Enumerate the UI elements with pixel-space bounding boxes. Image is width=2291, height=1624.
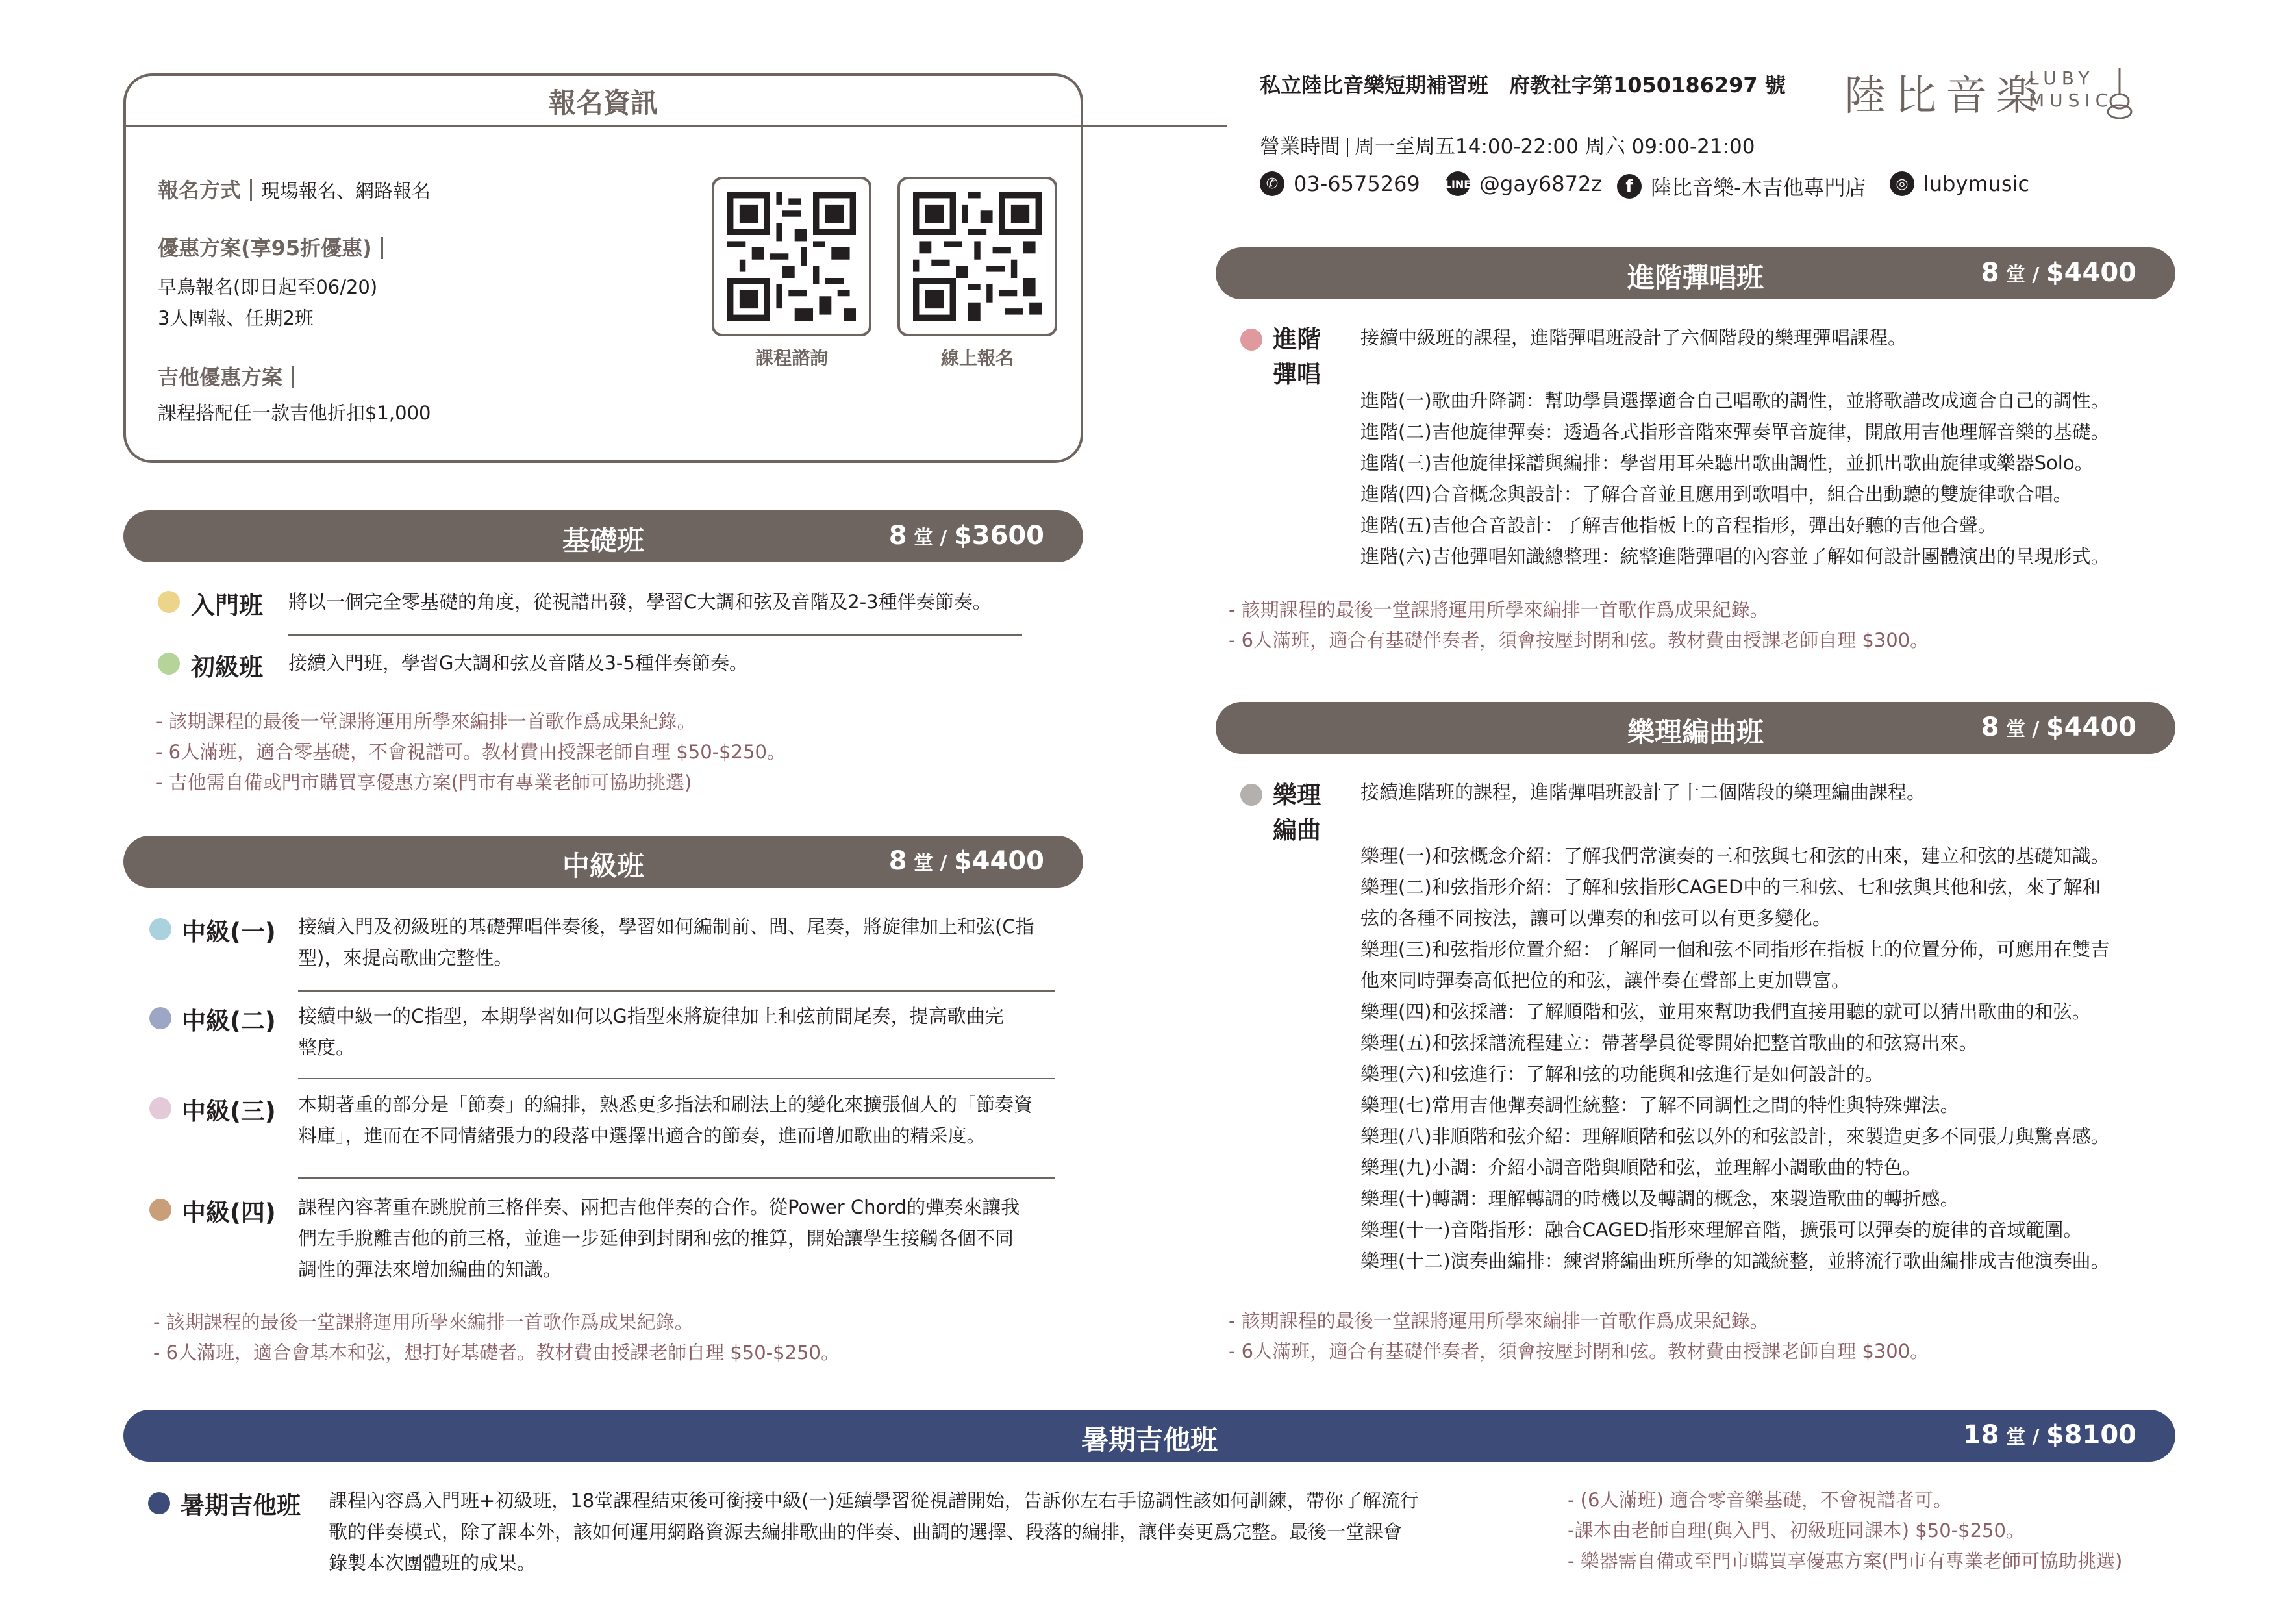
stage-item: 進階(四)合音概念與設計：了解合音並且應用到歌唱中，組合出動聽的雙旋律歌合唱。: [1360, 483, 2072, 505]
class-dot: [149, 1007, 171, 1029]
stage-item: 樂理(一)和弦概念介紹：了解我們常演奏的三和弦與七和弦的由來，建立和弦的基礎知識。: [1360, 845, 2110, 867]
stage-item: 弦的各種不同按法，讓可以彈奏的和弦可以有更多變化。: [1360, 907, 1832, 929]
stage-item: 樂理(六)和弦進行：了解和弦的功能與和弦進行是如何設計的。: [1360, 1063, 1884, 1085]
class-dot: [158, 591, 180, 613]
registration-title: 報名資訊: [548, 87, 658, 119]
hours-value: 周一至周五14:00-22:00 周六 09:00-21:00: [1355, 135, 1755, 158]
stage-item: 樂理(八)非順階和弦介紹：理解順階和弦以外的和弦設計，來製造更多不同張力與驚喜感。: [1360, 1125, 2110, 1147]
section-bar-summer: [123, 1410, 2175, 1462]
instagram-handle: lubymusic: [1923, 171, 2030, 196]
stage-item: 進階(二)吉他旋律彈奏：透過各式指形音階來彈奏單音旋律，開啟用吉他理解音樂的基礎。: [1360, 421, 2110, 443]
logo-en-line2: MUSIC.: [2029, 90, 2125, 111]
guitar-discount-value: 課程搭配任一款吉他折扣$1,000: [158, 402, 431, 424]
class-name: 初級班: [191, 653, 263, 681]
class-name: 中級(二): [182, 1007, 276, 1035]
stage-item: 樂理(四)和弦採譜：了解順階和弦，並用來幫助我們直接用聽的就可以猜出歌曲的和弦。: [1360, 1001, 2091, 1023]
section-title: 進階彈唱班: [1627, 262, 1764, 294]
class-desc: 課程內容著重在跳脫前三格伴奏、兩把吉他伴奏的合作。從Power Chord的彈奏來讓我 們左手脫離吉他的前三格，並進一步延伸到封閉和弦的推算，開始讓學生接觸各個不同 調性的彈法來增加編曲的知識。: [298, 1196, 1020, 1280]
basic-notes: [156, 706, 786, 798]
stage-item: 進階(六)吉他彈唱知識總整理：統整進階彈唱的內容並了解如何設計團體演出的呈現形式。: [1360, 545, 2110, 568]
class-dot: [158, 653, 180, 675]
class-dot: [149, 1199, 171, 1221]
class-name: 暑期吉他班: [181, 1492, 301, 1519]
section-bar-intermediate: [123, 836, 1083, 888]
method-value: 現場報名、網路報名: [261, 180, 431, 202]
section-bar-basic: [123, 510, 1083, 562]
section-price: 18 堂 / $8100: [1962, 1420, 2136, 1450]
stage-item: 樂理(十)轉調：理解轉調的時機以及轉調的概念，來製造歌曲的轉折感。: [1360, 1188, 1959, 1210]
stage-item: 樂理(二)和弦指形介紹：了解和弦指形CAGED中的三和弦、七和弦與其他和弦，來了解和: [1360, 876, 2101, 898]
class-desc: 接續中級一的C指型，本期學習如何以G指型來將旋律加上和弦前間尾奏，提高歌曲完 整度。: [298, 1005, 1004, 1058]
section-title: 暑期吉他班: [1081, 1424, 1218, 1456]
contact-instagram[interactable]: [1890, 171, 2029, 196]
stage-item: 樂理(三)和弦指形位置介紹：了解同一個和弦不同指形在指板上的位置分佈，可應用在雙吉: [1360, 938, 2110, 960]
note-line: - (6人滿班) 適合零音樂基礎，不會視譜者可。: [1568, 1489, 1952, 1511]
class-dot: [1240, 784, 1262, 806]
discount-plan: [158, 232, 392, 262]
line-chat-icon: LINE: [1446, 171, 1470, 196]
note-line: - 該期課程的最後一堂課將運用所學來編排一首歌作爲成果紀錄。: [153, 1311, 694, 1333]
advanced-notes: [1229, 595, 1929, 656]
note-line: - 該期課程的最後一堂課將運用所學來編排一首歌作爲成果紀錄。: [1229, 1310, 1769, 1332]
class-name: 中級(三): [182, 1097, 276, 1125]
class-desc: 將以一個完全零基礎的角度，從視譜出發，學習C大調和弦及音階及2-3種伴奏節奏。: [288, 591, 992, 613]
class-dot: [148, 1492, 170, 1514]
qr-code-signup[interactable]: [897, 177, 1057, 336]
section-price: 8 堂 / $4400: [1981, 712, 2136, 742]
qr-signup-caption: 線上報名: [940, 347, 1014, 369]
class-intro: 接續中級班的課程，進階彈唱班設計了六個階段的樂理彈唱課程。: [1360, 327, 1907, 349]
qr-pattern-icon: [727, 192, 856, 321]
stage-item: 進階(一)歌曲升降調：幫助學員選擇適合自己唱歌的調性，並將歌譜改成適合自己的調性。: [1360, 390, 2110, 412]
contact-phone[interactable]: [1260, 171, 1420, 196]
discount-line-2: 3人團報、任期2班: [158, 307, 314, 329]
guitar-logo-icon: [2104, 65, 2135, 119]
qr-code-consult[interactable]: [712, 177, 871, 336]
stage-item: 他來同時彈奏高低把位的和弦，讓伴奏在聲部上更加豐富。: [1360, 969, 1851, 992]
logo-chinese: 陸比音楽: [1844, 72, 2047, 120]
class-name: 樂理 編曲: [1273, 781, 1321, 844]
org-license: 私立陸比音樂短期補習班 府教社字第1050186297 號: [1260, 73, 1786, 97]
guitar-discount: [158, 361, 303, 391]
class-desc: 課程內容爲入門班+初級班，18堂課程結束後可銜接中級(一)延續學習從視譜開始，告訴你左右手協調性該如何訓練，帶你了解流行 歌的伴奏模式，除了課本外，該如何運用網路資源去編排歌曲的伴奏、曲調的選擇、段落的編排，讓伴奏更爲完整。最後一堂課會 錄製本次團體班的成果。: [329, 1490, 1419, 1574]
discount-line-1: 早鳥報名(即日起至06/20): [158, 276, 378, 298]
registration-method: [158, 174, 431, 204]
section-title: 中級班: [562, 850, 644, 882]
stage-item: 樂理(十一)音階指形：融合CAGED指形來理解音階，擴張可以彈奏的旋律的音域範圍。: [1360, 1219, 2083, 1241]
divider: [298, 1078, 1055, 1079]
registration-divider: [123, 125, 1227, 127]
method-label: 報名方式: [158, 178, 242, 203]
advanced-stages: [1360, 385, 2110, 572]
facebook-icon: f: [1617, 174, 1642, 199]
logo-en-line1: LUBY: [2029, 68, 2095, 89]
summer-notes: [1568, 1485, 2122, 1577]
discount-label: 優惠方案(享95折優惠): [158, 236, 372, 260]
note-line: - 該期課程的最後一堂課將運用所學來編排一首歌作爲成果紀錄。: [1229, 599, 1769, 621]
class-desc: 本期著重的部分是「節奏」的編排，熟悉更多指法和刷法上的變化來擴張個人的「節奏資 料庫」，進而在不同情緒張力的段落中選擇出適合的節奏，進而增加歌曲的精采度。: [298, 1093, 1033, 1147]
section-price: 8 堂 / $3600: [888, 521, 1044, 551]
phone-icon: ✆: [1260, 171, 1284, 196]
intermediate-notes: [153, 1307, 840, 1368]
class-desc: 接續入門及初級班的基礎彈唱伴奏後，學習如何編制前、間、尾奏，將旋律加上和弦(C指 型)，來提高歌曲完整性。: [298, 916, 1034, 969]
theory-stages: [1360, 840, 2110, 1277]
note-line: -課本由老師自理(與入門、初級班同課本) $50-$250。: [1568, 1519, 2025, 1542]
theory-notes: [1229, 1306, 1929, 1367]
section-title: 樂理編曲班: [1627, 716, 1764, 748]
stage-item: 樂理(五)和弦採譜流程建立：帶著學員從零開始把整首歌曲的和弦寫出來。: [1360, 1032, 1978, 1054]
stage-item: 進階(五)吉他合音設計：了解吉他指板上的音程指形，彈出好聽的吉他合聲。: [1360, 514, 1997, 536]
class-intro: 接續進階班的課程，進階彈唱班設計了十二個階段的樂理編曲課程。: [1360, 781, 1926, 803]
note-line: - 該期課程的最後一堂課將運用所學來編排一首歌作爲成果紀錄。: [156, 710, 696, 732]
note-line: - 6人滿班，適合零基礎，不會視譜可。教材費由授課老師自理 $50-$250。: [156, 741, 786, 763]
stage-item: 樂理(七)常用吉他彈奏調性統整：了解不同調性之間的特性與特殊彈法。: [1360, 1094, 1959, 1116]
business-hours: [1260, 130, 1755, 159]
stage-item: 樂理(十二)演奏曲編排：練習將編曲班所學的知識統整，並將流行歌曲編排成吉他演奏曲。: [1360, 1250, 2110, 1272]
section-bar-theory: [1216, 702, 2175, 754]
instagram-icon: ◎: [1890, 171, 1914, 196]
facebook-page: 陸比音樂-木吉他專門店: [1651, 175, 1866, 200]
section-price: 8 堂 / $4400: [888, 846, 1044, 876]
qr-pattern-icon: [913, 192, 1042, 321]
section-bar-advanced: [1216, 247, 2175, 299]
section-price: 8 堂 / $4400: [1981, 258, 2136, 288]
class-name: 進階 彈唱: [1273, 325, 1321, 388]
note-line: - 吉他需自備或門市購買享優惠方案(門市有專業老師可協助挑選): [156, 771, 692, 793]
class-name: 中級(一): [182, 918, 276, 946]
note-line: - 樂器需自備或至門市購買享優惠方案(門市有專業老師可協助挑選): [1568, 1550, 2123, 1572]
line-id: @gay6872z: [1479, 171, 1603, 196]
contact-facebook[interactable]: [1617, 171, 1866, 201]
hours-label: 營業時間: [1260, 135, 1340, 158]
divider: [298, 990, 1055, 992]
guitar-discount-label: 吉他優惠方案: [158, 365, 283, 390]
class-name: 入門班: [191, 592, 263, 619]
class-desc: 接續入門班，學習G大調和弦及音階及3-5種伴奏節奏。: [288, 652, 748, 674]
divider: [288, 634, 1022, 636]
phone-number: 03-6575269: [1294, 171, 1420, 196]
contact-line[interactable]: [1446, 171, 1602, 196]
class-dot: [1240, 329, 1262, 351]
section-title: 基礎班: [562, 525, 644, 556]
note-line: - 6人滿班，適合有基礎伴奏者，須會按壓封閉和弦。教材費由授課老師自理 $300。: [1229, 1340, 1929, 1362]
class-name: 中級(四): [182, 1199, 276, 1227]
class-dot: [149, 1097, 171, 1119]
divider: [298, 1177, 1055, 1179]
qr-consult-caption: 課程諮詢: [755, 347, 828, 369]
stage-item: 進階(三)吉他旋律採譜與編排：學習用耳朵聽出歌曲調性，並抓出歌曲旋律或樂器Solo。: [1360, 452, 2094, 474]
note-line: - 6人滿班，適合有基礎伴奏者，須會按壓封閉和弦。教材費由授課老師自理 $300。: [1229, 629, 1929, 651]
class-dot: [149, 918, 171, 940]
note-line: - 6人滿班，適合會基本和弦，想打好基礎者。教材費由授課老師自理 $50-$250。: [153, 1342, 840, 1364]
stage-item: 樂理(九)小調：介紹小調音階與順階和弦，並理解小調歌曲的特色。: [1360, 1156, 1922, 1179]
